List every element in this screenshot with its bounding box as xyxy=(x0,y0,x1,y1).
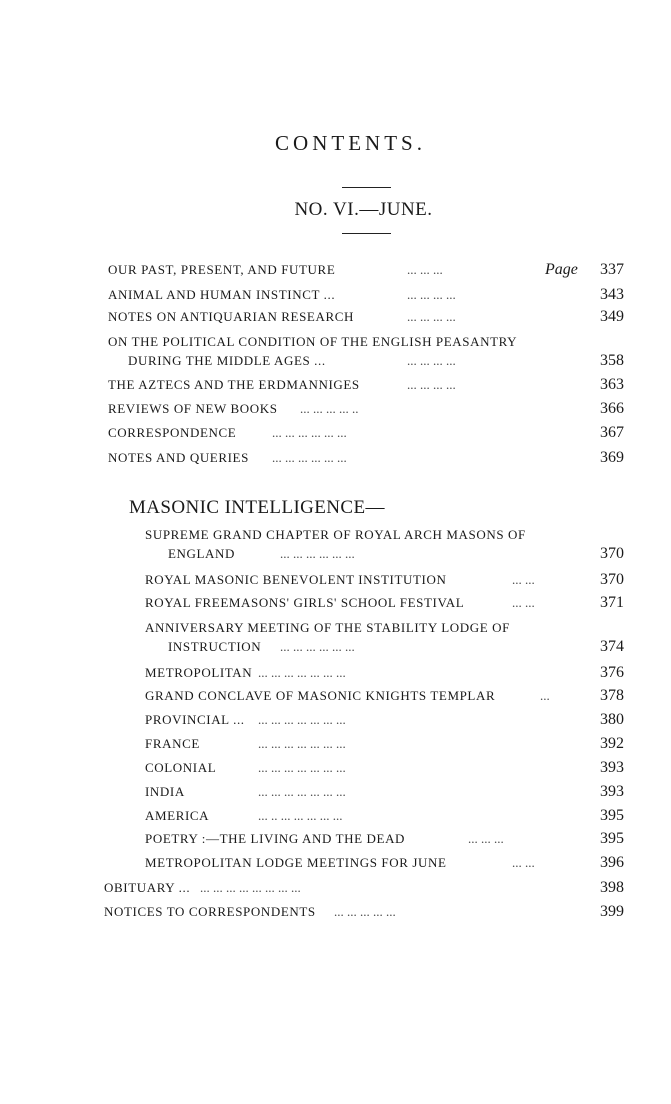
toc-page-number: 378 xyxy=(600,687,624,704)
toc-page-number: 398 xyxy=(600,879,624,896)
toc-title[interactable]: GRAND CONCLAVE OF MASONIC KNIGHTS TEMPLAR xyxy=(145,688,496,703)
toc-page-number: 337 xyxy=(600,261,624,278)
toc-page-number: 380 xyxy=(600,711,624,728)
toc-page-number: 367 xyxy=(600,424,624,441)
toc-dots: ... ... ... ... ... ... ... xyxy=(258,736,346,751)
toc-dots: ... ... ... ... ... ... ... ... xyxy=(200,880,301,895)
toc-row xyxy=(0,569,671,591)
toc-row xyxy=(0,636,671,658)
toc-page-number: 395 xyxy=(600,807,624,824)
toc-page-number: 369 xyxy=(600,449,624,466)
toc-page-number: 370 xyxy=(600,571,624,588)
toc-row xyxy=(0,284,671,306)
toc-row xyxy=(0,447,671,469)
toc-page-number: 395 xyxy=(600,830,624,847)
toc-title[interactable]: ROYAL MASONIC BENEVOLENT INSTITUTION xyxy=(145,572,447,587)
toc-row xyxy=(0,852,671,874)
toc-title[interactable]: NOTES ON ANTIQUARIAN RESEARCH xyxy=(108,309,354,324)
issue-number-line: NO. VI.—JUNE. xyxy=(294,199,433,220)
toc-dots: ... ... ... ... xyxy=(407,287,456,302)
toc-row xyxy=(0,781,671,803)
toc-title[interactable]: COLONIAL xyxy=(145,760,217,775)
toc-dots: ... ... xyxy=(512,595,535,610)
toc-row xyxy=(0,350,671,372)
toc-row xyxy=(0,422,671,444)
toc-page-number: 370 xyxy=(600,545,624,562)
toc-row xyxy=(0,901,671,923)
toc-page-number: 393 xyxy=(600,783,624,800)
masonic-intelligence-heading: MASONIC INTELLIGENCE— xyxy=(129,497,385,518)
toc-dots: ... ... ... ... ... xyxy=(334,904,396,919)
toc-dots: ... ... ... ... ... ... ... xyxy=(258,784,346,799)
toc-row xyxy=(0,592,671,614)
toc-dots: ... ... ... ... .. xyxy=(300,401,359,416)
toc-page-number: 349 xyxy=(600,308,624,325)
toc-row xyxy=(0,543,671,565)
top-rule xyxy=(342,187,391,188)
toc-row xyxy=(0,662,671,684)
toc-title[interactable]: DURING THE MIDDLE AGES ... xyxy=(128,353,326,368)
toc-row xyxy=(0,259,671,281)
toc-dots: ... ... ... ... ... ... ... xyxy=(258,712,346,727)
toc-page-number: 399 xyxy=(600,903,624,920)
toc-title[interactable]: PROVINCIAL ... xyxy=(145,712,245,727)
toc-page-number: 396 xyxy=(600,854,624,871)
toc-page-number: 392 xyxy=(600,735,624,752)
toc-dots: ... xyxy=(540,688,550,703)
toc-title[interactable]: OUR PAST, PRESENT, AND FUTURE xyxy=(108,262,336,277)
toc-row xyxy=(0,398,671,420)
toc-dots: ... ... ... ... ... ... xyxy=(272,425,347,440)
toc-page-number: 376 xyxy=(600,664,624,681)
toc-title[interactable]: CORRESPONDENCE xyxy=(108,425,237,440)
toc-title[interactable]: FRANCE xyxy=(145,736,200,751)
toc-page-number: 343 xyxy=(600,286,624,303)
toc-dots: ... ... ... ... ... ... xyxy=(272,450,347,465)
toc-title[interactable]: REVIEWS OF NEW BOOKS xyxy=(108,401,278,416)
toc-dots: ... ... ... xyxy=(468,831,504,846)
toc-title[interactable]: ROYAL FREEMASONS' GIRLS' SCHOOL FESTIVAL xyxy=(145,595,465,610)
toc-dots: ... ... ... ... xyxy=(407,353,456,368)
toc-row xyxy=(0,685,671,707)
toc-page-number: 371 xyxy=(600,594,624,611)
toc-page-number: 374 xyxy=(600,638,624,655)
toc-title[interactable]: SUPREME GRAND CHAPTER OF ROYAL ARCH MASONS OF xyxy=(145,527,526,542)
toc-page-number: 393 xyxy=(600,759,624,776)
toc-dots: ... ... xyxy=(512,572,535,587)
toc-title[interactable]: ANNIVERSARY MEETING OF THE STABILITY LODGE OF xyxy=(145,620,510,635)
contents-heading: CONTENTS. xyxy=(275,131,426,155)
toc-page-number: 358 xyxy=(600,352,624,369)
toc-title[interactable]: ON THE POLITICAL CONDITION OF THE ENGLISH PEASANTRY xyxy=(108,334,518,349)
toc-title[interactable]: METROPOLITAN LODGE MEETINGS FOR JUNE xyxy=(145,855,447,870)
toc-dots: ... ... xyxy=(512,855,535,870)
bottom-rule xyxy=(342,233,391,234)
toc-page-number: 366 xyxy=(600,400,624,417)
toc-dots: ... ... ... ... ... ... xyxy=(280,639,355,654)
toc-row xyxy=(0,877,671,899)
toc-row xyxy=(0,733,671,755)
toc-title[interactable]: ANIMAL AND HUMAN INSTINCT ... xyxy=(108,287,336,302)
toc-title[interactable]: NOTICES TO CORRESPONDENTS xyxy=(104,904,316,919)
toc-row xyxy=(0,306,671,328)
toc-row xyxy=(0,757,671,779)
toc-title[interactable]: NOTES AND QUERIES xyxy=(108,450,249,465)
toc-row xyxy=(0,805,671,827)
toc-title[interactable]: METROPOLITAN xyxy=(145,665,253,680)
toc-dots: ... ... ... ... ... ... xyxy=(280,546,355,561)
toc-dots: ... ... ... ... xyxy=(407,309,456,324)
toc-title[interactable]: POETRY :—THE LIVING AND THE DEAD xyxy=(145,831,406,846)
toc-title[interactable]: AMERICA xyxy=(145,808,210,823)
toc-dots: ... ... ... ... xyxy=(407,377,456,392)
toc-dots: ... .. ... ... ... ... ... xyxy=(258,808,343,823)
toc-title[interactable]: ENGLAND xyxy=(168,546,236,561)
toc-dots: ... ... ... xyxy=(407,262,443,277)
toc-title[interactable]: INDIA xyxy=(145,784,185,799)
toc-row xyxy=(0,374,671,396)
toc-dots: ... ... ... ... ... ... ... xyxy=(258,760,346,775)
toc-row xyxy=(0,828,671,850)
toc-title[interactable]: INSTRUCTION xyxy=(168,639,262,654)
page-word: Page xyxy=(545,261,578,278)
toc-row xyxy=(0,709,671,731)
toc-title[interactable]: OBITUARY ... xyxy=(104,880,191,895)
toc-title[interactable]: THE AZTECS AND THE ERDMANNIGES xyxy=(108,377,360,392)
toc-dots: ... ... ... ... ... ... ... xyxy=(258,665,346,680)
toc-page-number: 363 xyxy=(600,376,624,393)
